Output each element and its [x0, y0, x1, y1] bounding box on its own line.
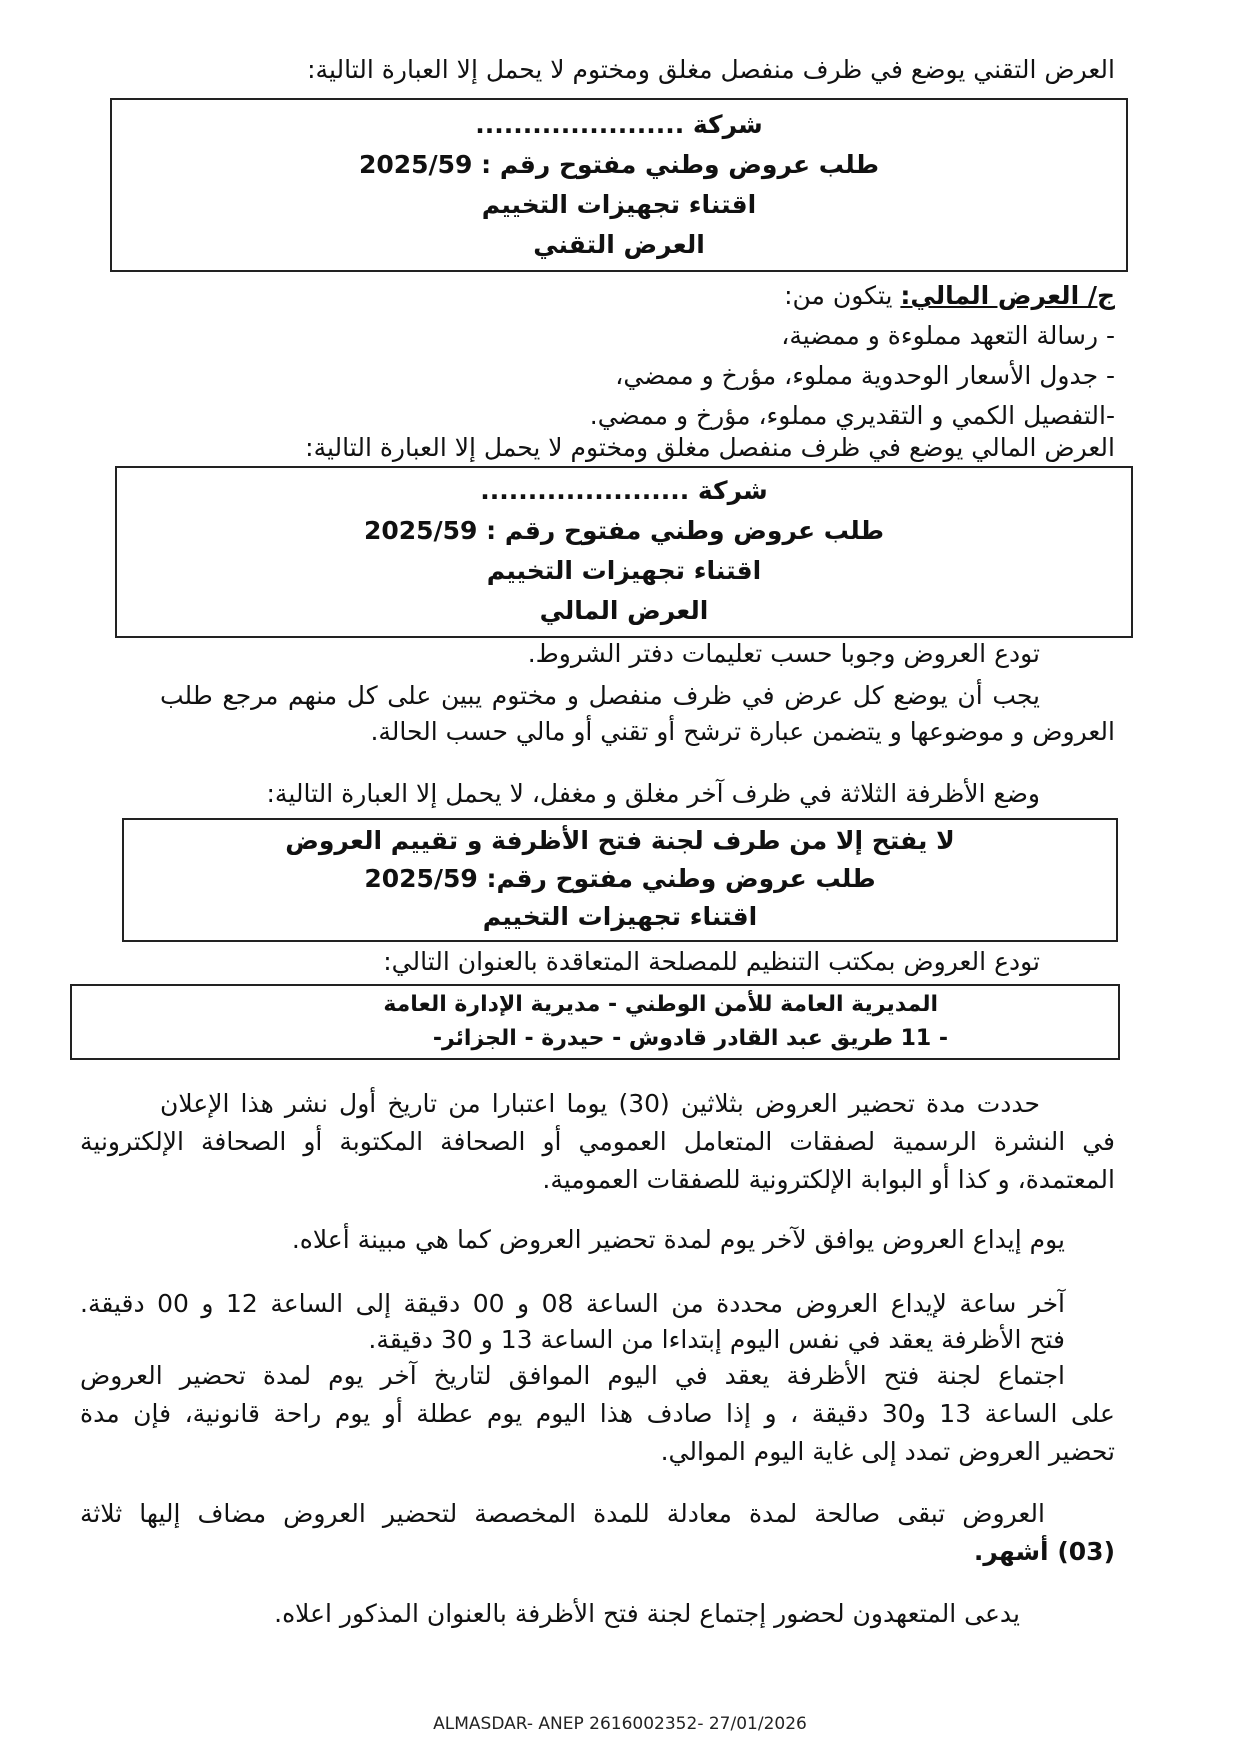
financial-item: - جدول الأسعار الوحدوية مملوء، مؤرخ و ممضي،: [615, 361, 1115, 390]
technical-envelope-box: [110, 98, 1128, 272]
validity-line: العروض تبقى صالحة لمدة معادلة للمدة المخصصة لتحضير العروض مضاف إليها ثلاثة: [80, 1499, 1045, 1528]
technical-subject: اقتناء تجهيزات التخييم: [481, 190, 757, 219]
address-line: المديرية العامة للأمن الوطني - مديرية الإدارة العامة: [383, 992, 938, 1017]
technical-offer-label: العرض التقني: [533, 230, 705, 259]
preparation-period-line: حددت مدة تحضير العروض بثلاثين (30) يوما اعتبارا من تاريخ أول نشر هذا الإعلان: [160, 1089, 1040, 1118]
outer-box-line: اقتناء تجهيزات التخييم: [482, 902, 758, 931]
outer-envelope-box: [122, 818, 1118, 942]
deposit-conditions: تودع العروض وجوبا حسب تعليمات دفتر الشروط.: [527, 639, 1040, 668]
financial-envelope-box: [115, 466, 1133, 638]
financial-offer-label: العرض المالي: [539, 596, 709, 625]
financial-item: - رسالة التعهد مملوءة و ممضية،: [781, 321, 1115, 350]
separate-envelope-line: يجب أن يوضع كل عرض في ظرف منفصل و مختوم يبين على كل منهم مرجع طلب: [160, 681, 1040, 710]
outer-box-line: لا يفتح إلا من طرف لجنة فتح الأظرفة و تقييم العروض: [285, 826, 955, 855]
financial-subject: اقتناء تجهيزات التخييم: [486, 556, 762, 585]
financial-company: شركة ......................: [480, 476, 768, 505]
outer-envelope-intro: وضع الأظرفة الثلاثة في ظرف آخر مغلق و مغفل، لا يحمل إلا العبارة التالية:: [266, 779, 1040, 808]
deposit-hours: آخر ساعة لإيداع العروض محددة من الساعة 08 و 00 دقيقة إلى الساعة 12 و 00 دقيقة.: [80, 1289, 1065, 1318]
validity-line: (03) أشهر.: [973, 1537, 1115, 1566]
technical-offer-intro: العرض التقني يوضع في ظرف منفصل مغلق ومختوم لا يحمل إلا العبارة التالية:: [307, 55, 1115, 84]
technical-company: شركة ......................: [475, 110, 763, 139]
technical-tender-number: طلب عروض وطني مفتوح رقم : 2025/59: [358, 150, 880, 179]
deposit-day: يوم إيداع العروض يوافق لآخر يوم لمدة تحضير العروض كما هي مبينة أعلاه.: [291, 1225, 1065, 1254]
preparation-period-line: في النشرة الرسمية لصفقات المتعامل العمومي أو الصحافة المكتوبة أو الصحافة الإلكترونية: [80, 1127, 1115, 1156]
committee-line: على الساعة 13 و30 دقيقة ، و إذا صادف هذا اليوم يوم عطلة أو يوم راحة قانونية، فإن مدة: [80, 1399, 1115, 1428]
financial-heading-text: يتكون من:: [784, 281, 893, 310]
preparation-period-line: المعتمدة، و كذا أو البوابة الإلكترونية للصفقات العمومية.: [542, 1165, 1115, 1194]
financial-offer-intro: العرض المالي يوضع في ظرف منفصل مغلق ومختوم لا يحمل إلا العبارة التالية:: [305, 433, 1115, 462]
address-intro: تودع العروض بمكتب التنظيم للمصلحة المتعاقدة بالعنوان التالي:: [383, 947, 1040, 976]
address-line: - 11 طريق عبد القادر قادوش - حيدرة - الجزائر-: [432, 1026, 948, 1051]
invitation: يدعى المتعهدون لحضور إجتماع لجنة فتح الأظرفة بالعنوان المذكور اعلاه.: [274, 1599, 1020, 1628]
financial-heading: [784, 278, 1115, 314]
committee-line: تحضير العروض تمدد إلى غاية اليوم الموالي.: [660, 1437, 1115, 1466]
address-box: [70, 984, 1120, 1060]
opening-time: فتح الأظرفة يعقد في نفس اليوم إبتداءا من الساعة 13 و 30 دقيقة.: [368, 1325, 1065, 1354]
publication-footer: ALMASDAR- ANEP 2616002352- 27/01/2026: [433, 1714, 807, 1734]
separate-envelope-line: العروض و موضوعها و يتضمن عبارة ترشح أو تقني أو مالي حسب الحالة.: [370, 717, 1115, 746]
financial-tender-number: طلب عروض وطني مفتوح رقم : 2025/59: [363, 516, 885, 545]
committee-line: اجتماع لجنة فتح الأظرفة يعقد في اليوم الموافق لتاريخ آخر يوم لمدة تحضير العروض: [80, 1361, 1065, 1390]
financial-heading-label: ج/ العرض المالي:: [900, 281, 1115, 310]
outer-box-line: طلب عروض وطني مفتوح رقم: 2025/59: [364, 864, 876, 893]
financial-item: -التفصيل الكمي و التقديري مملوء، مؤرخ و ممضي.: [589, 401, 1115, 430]
